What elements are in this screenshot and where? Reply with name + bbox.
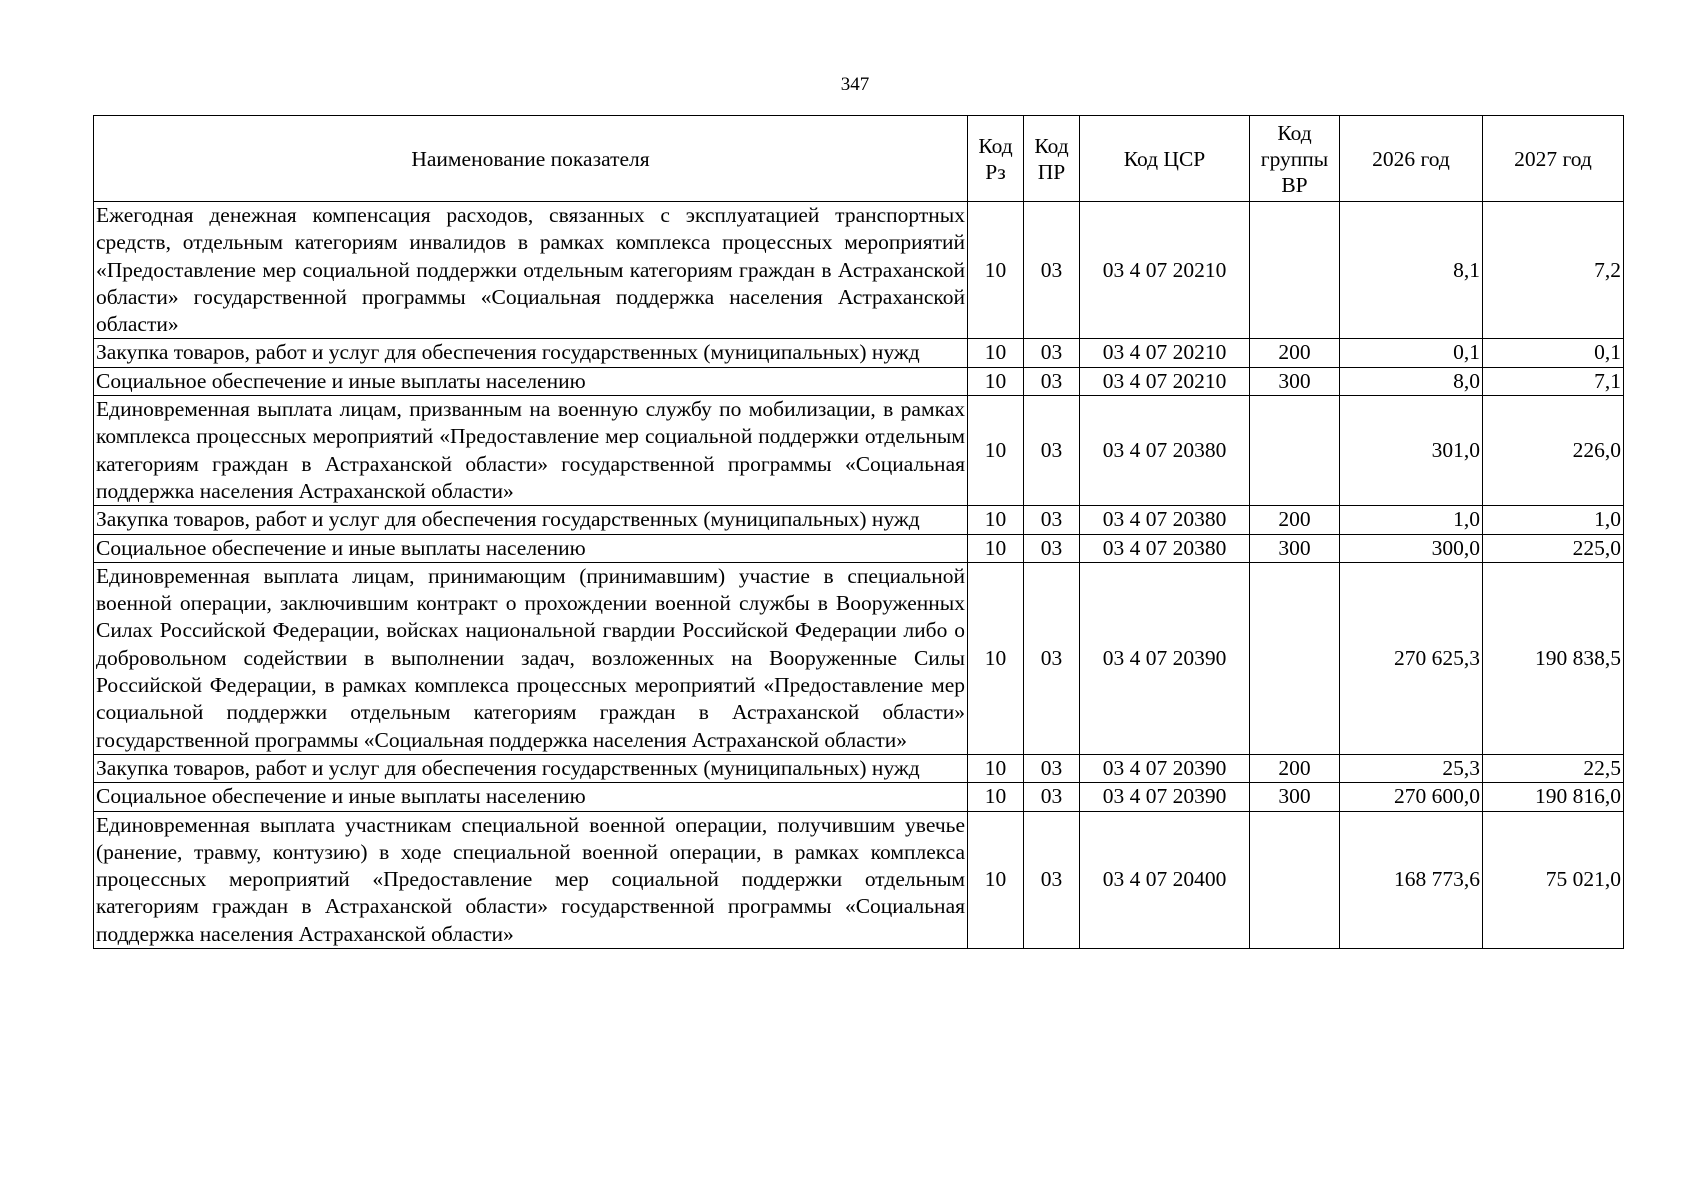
table-row: [94, 562, 1624, 754]
table-row: [94, 534, 1624, 562]
table-row: [94, 367, 1624, 395]
cell-rz: 10: [968, 367, 1024, 395]
cell-2027: 190 816,0: [1483, 783, 1624, 811]
cell-2027: 225,0: [1483, 534, 1624, 562]
cell-pr: 03: [1024, 202, 1080, 339]
cell-vr: 300: [1250, 783, 1340, 811]
cell-2027: 226,0: [1483, 396, 1624, 506]
table-row: [94, 754, 1624, 782]
header-csr: Код ЦСР: [1080, 116, 1250, 202]
cell-csr: 03 4 07 20380: [1080, 534, 1250, 562]
cell-pr: 03: [1024, 783, 1080, 811]
cell-csr: 03 4 07 20210: [1080, 202, 1250, 339]
table-row: [94, 811, 1624, 948]
cell-name: Социальное обеспечение и иные выплаты населению: [94, 367, 968, 395]
page-number: 347: [840, 74, 870, 95]
cell-name: Единовременная выплата лицам, призванным на военную службу по мобилизации, в рамках комплекса процессных мероприятий «Предоставление мер социальной поддержки отдельным категориям граждан в Астраханской области» государственной программы «Социальная поддержка населения Астраханской области»: [94, 396, 968, 506]
cell-2027: 75 021,0: [1483, 811, 1624, 948]
cell-rz: 10: [968, 783, 1024, 811]
cell-vr: 200: [1250, 339, 1340, 367]
cell-name: Единовременная выплата лицам, принимающим (принимавшим) участие в специальной военной операции, заключившим контракт о прохождении военной службы в Вооруженных Силах Российской Федерации, войсках национальной гвардии Российской Федерации либо о добровольном содействии в выполнении задач, возложенных на Вооруженные Силы Российской Федерации, в рамках комплекса процессных мероприятий «Предоставление мер социальной поддержки отдельным категориям граждан в Астраханской области» государственной программы «Социальная поддержка населения Астраханской области»: [94, 562, 968, 754]
budget-table: [93, 115, 1624, 949]
cell-csr: 03 4 07 20390: [1080, 562, 1250, 754]
cell-2026: 25,3: [1340, 754, 1483, 782]
cell-csr: 03 4 07 20380: [1080, 396, 1250, 506]
table-row: [94, 783, 1624, 811]
cell-csr: 03 4 07 20390: [1080, 754, 1250, 782]
cell-csr: 03 4 07 20210: [1080, 367, 1250, 395]
cell-vr: [1250, 811, 1340, 948]
cell-2027: 190 838,5: [1483, 562, 1624, 754]
cell-rz: 10: [968, 339, 1024, 367]
table-header-row: [94, 116, 1624, 202]
cell-pr: 03: [1024, 506, 1080, 534]
cell-pr: 03: [1024, 367, 1080, 395]
cell-name: Ежегодная денежная компенсация расходов, связанных с эксплуатацией транспортных средств, отдельным категориям инвалидов в рамках комплекса процессных мероприятий «Предоставление мер социальной поддержки отдельным категориям граждан в Астраханской области» государственной программы «Социальная поддержка населения Астраханской области»: [94, 202, 968, 339]
table-body: [94, 202, 1624, 949]
cell-vr: 200: [1250, 506, 1340, 534]
cell-csr: 03 4 07 20210: [1080, 339, 1250, 367]
cell-name: Социальное обеспечение и иные выплаты населению: [94, 783, 968, 811]
cell-2027: 1,0: [1483, 506, 1624, 534]
cell-rz: 10: [968, 396, 1024, 506]
cell-csr: 03 4 07 20390: [1080, 783, 1250, 811]
cell-2026: 301,0: [1340, 396, 1483, 506]
header-2026: 2026 год: [1340, 116, 1483, 202]
table-row: [94, 396, 1624, 506]
cell-vr: [1250, 202, 1340, 339]
cell-2027: 22,5: [1483, 754, 1624, 782]
cell-vr: [1250, 562, 1340, 754]
cell-pr: 03: [1024, 534, 1080, 562]
cell-rz: 10: [968, 534, 1024, 562]
cell-pr: 03: [1024, 811, 1080, 948]
cell-2026: 8,1: [1340, 202, 1483, 339]
cell-rz: 10: [968, 202, 1024, 339]
table-row: [94, 202, 1624, 339]
cell-rz: 10: [968, 506, 1024, 534]
cell-pr: 03: [1024, 339, 1080, 367]
cell-2027: 7,1: [1483, 367, 1624, 395]
cell-pr: 03: [1024, 754, 1080, 782]
cell-2026: 300,0: [1340, 534, 1483, 562]
table-row: [94, 506, 1624, 534]
cell-name: Закупка товаров, работ и услуг для обеспечения государственных (муниципальных) нужд: [94, 339, 968, 367]
cell-name: Закупка товаров, работ и услуг для обеспечения государственных (муниципальных) нужд: [94, 754, 968, 782]
cell-vr: 200: [1250, 754, 1340, 782]
cell-vr: 300: [1250, 367, 1340, 395]
cell-2026: 270 625,3: [1340, 562, 1483, 754]
cell-2026: 270 600,0: [1340, 783, 1483, 811]
cell-vr: [1250, 396, 1340, 506]
cell-2026: 1,0: [1340, 506, 1483, 534]
cell-2026: 0,1: [1340, 339, 1483, 367]
cell-rz: 10: [968, 811, 1024, 948]
cell-2027: 0,1: [1483, 339, 1624, 367]
cell-name: Социальное обеспечение и иные выплаты населению: [94, 534, 968, 562]
cell-name: Закупка товаров, работ и услуг для обеспечения государственных (муниципальных) нужд: [94, 506, 968, 534]
cell-csr: 03 4 07 20400: [1080, 811, 1250, 948]
cell-pr: 03: [1024, 396, 1080, 506]
cell-2026: 8,0: [1340, 367, 1483, 395]
table-row: [94, 339, 1624, 367]
cell-pr: 03: [1024, 562, 1080, 754]
cell-rz: 10: [968, 754, 1024, 782]
cell-name: Единовременная выплата участникам специальной военной операции, получившим увечье (ранение, травму, контузию) в ходе специальной военной операции, в рамках комплекса процессных мероприятий «Предоставление мер социальной поддержки отдельным категориям граждан в Астраханской области» государственной программы «Социальная поддержка населения Астраханской области»: [94, 811, 968, 948]
header-name: Наименование показателя: [94, 116, 968, 202]
cell-csr: 03 4 07 20380: [1080, 506, 1250, 534]
cell-2026: 168 773,6: [1340, 811, 1483, 948]
cell-rz: 10: [968, 562, 1024, 754]
header-vr: Код группы ВР: [1250, 116, 1340, 202]
cell-vr: 300: [1250, 534, 1340, 562]
header-2027: 2027 год: [1483, 116, 1624, 202]
cell-2027: 7,2: [1483, 202, 1624, 339]
header-rz: Код Рз: [968, 116, 1024, 202]
header-pr: Код ПР: [1024, 116, 1080, 202]
